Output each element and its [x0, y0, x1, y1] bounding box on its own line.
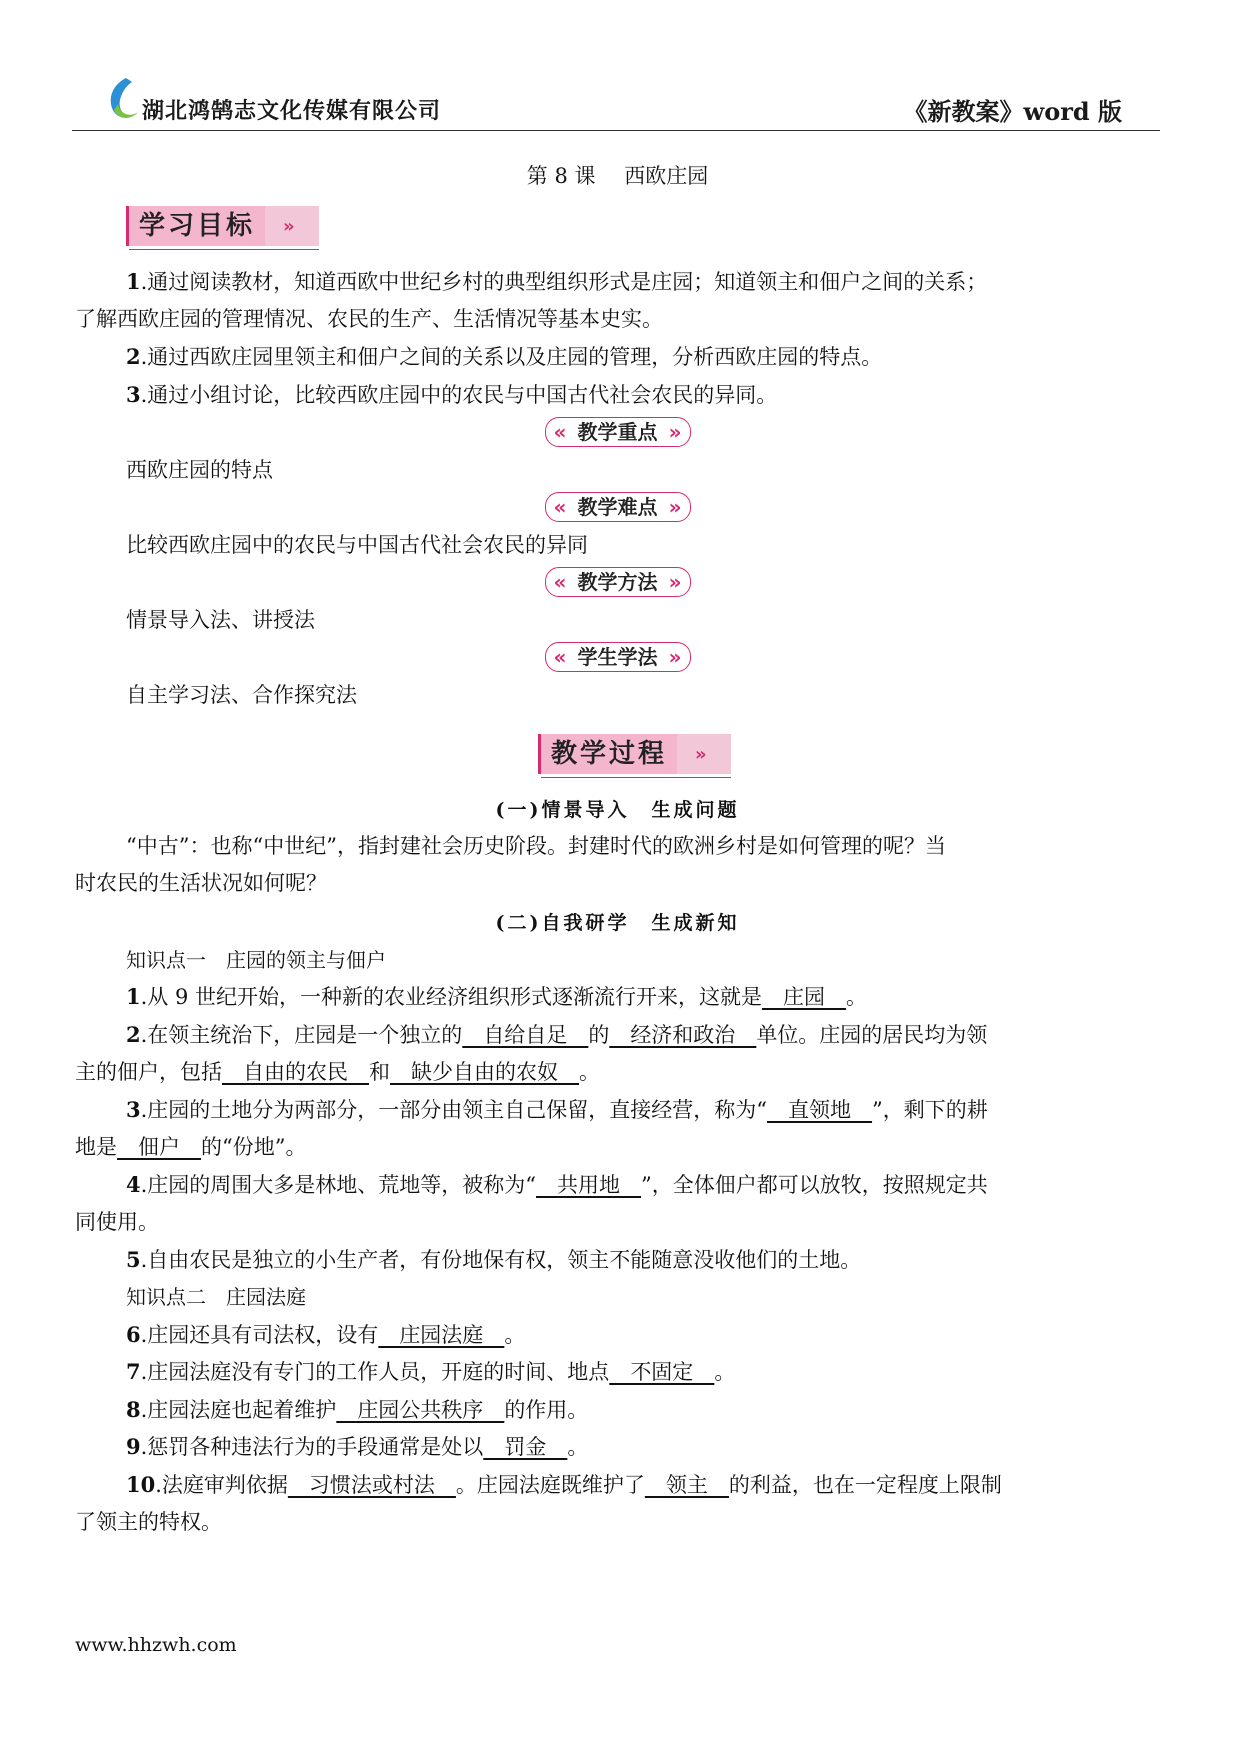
- footer-url: www.hhzwh.com: [75, 1634, 237, 1656]
- study-method-badge: « 学生学法 »: [0, 642, 1235, 674]
- teaching-method-text: 情景导入法、讲授法: [126, 608, 315, 632]
- key-points-text: 西欧庄园的特点: [126, 458, 273, 482]
- answer-blank: __罚金__: [483, 1435, 568, 1459]
- question-3: 3.庄园的土地分为两部分，一部分由领主自己保留，直接经营，称为“__直领地__”，剩下的耕: [126, 1097, 988, 1122]
- question-10: 10.法庭审判依据__习惯法或村法__。庄园法庭既维护了__领主__的利益，也在一定程度上限制: [126, 1472, 1002, 1497]
- difficult-points-text: 比较西欧庄园中的农民与中国古代社会农民的异同: [126, 533, 588, 557]
- goal-item-3: 3.通过小组讨论，比较西欧庄园中的农民与中国古代社会农民的异同。: [126, 382, 778, 407]
- answer-blank: __不固定__: [609, 1360, 715, 1384]
- section-heading-2: (二)自我研学 生成新知: [495, 912, 740, 934]
- study-method-text: 自主学习法、合作探究法: [126, 683, 357, 707]
- product-tag: 《新教案》word 版: [903, 97, 1122, 126]
- goal-item-2: 2.通过西欧庄园里领主和佃户之间的关系以及庄园的管理，分析西欧庄园的特点。: [126, 344, 883, 369]
- intro-paragraph-cont: 时农民的生活状况如何呢？: [75, 871, 327, 895]
- key-points-badge: « 教学重点 »: [0, 417, 1235, 449]
- answer-blank: __直领地__: [767, 1098, 873, 1122]
- company-name: 湖北鸿鹄志文化传媒有限公司: [142, 99, 442, 124]
- lesson-name: 西欧庄园: [624, 164, 709, 188]
- page-header: [72, 68, 1160, 132]
- question-7: 7.庄园法庭没有专门的工作人员，开庭的时间、地点__不固定__。: [126, 1359, 736, 1384]
- question-6: 6.庄园还具有司法权，设有__庄园法庭__。: [126, 1322, 526, 1347]
- question-8: 8.庄园法庭也起着维护__庄园公共秩序__的作用。: [126, 1397, 589, 1422]
- answer-blank: __经济和政治__: [609, 1023, 757, 1047]
- difficult-points-badge: « 教学难点 »: [0, 492, 1235, 524]
- question-2-cont: 主的佃户，包括__自由的农民__和__缺少自由的农奴__。: [75, 1060, 600, 1084]
- answer-blank: __庄园__: [762, 985, 847, 1009]
- answer-blank: __自给自足__: [462, 1023, 589, 1047]
- answer-blank: __庄园公共秩序__: [336, 1398, 505, 1422]
- answer-blank: __共用地__: [536, 1173, 642, 1197]
- answer-blank: __庄园法庭__: [378, 1323, 505, 1347]
- goals-badge: [126, 206, 319, 246]
- answer-blank: __佃户__: [117, 1135, 201, 1159]
- section-heading-1: (一)情景导入 生成问题: [495, 799, 740, 821]
- lesson-number: 第 8 课: [526, 164, 596, 188]
- question-1: 1.从 9 世纪开始，一种新的农业经济组织形式逐渐流行开来，这就是__庄园__。: [126, 984, 868, 1009]
- answer-blank: __缺少自由的农奴__: [390, 1060, 579, 1084]
- goal-item-1: 1.通过阅读教材，知道西欧中世纪乡村的典型组织形式是庄园；知道领主和佃户之间的关系；: [126, 269, 988, 294]
- knowledge-point-2-title: 知识点二 庄园法庭: [126, 1285, 306, 1309]
- question-5: 5.自由农民是独立的小生产者，有份地保有权，领主不能随意没收他们的土地。: [126, 1247, 862, 1272]
- wave-logo-icon: [96, 74, 146, 126]
- answer-blank: __自由的农民__: [222, 1060, 369, 1084]
- teaching-method-badge: « 教学方法 »: [0, 567, 1235, 599]
- question-3-cont: 地是__佃户__的“份地”。: [75, 1135, 307, 1159]
- process-badge-label: 教学过程: [541, 734, 677, 774]
- answer-blank: __领主__: [644, 1473, 729, 1497]
- intro-paragraph: “中古”：也称“中世纪”，指封建社会历史阶段。封建时代的欧洲乡村是如何管理的呢？当: [126, 834, 946, 858]
- knowledge-point-1-title: 知识点一 庄园的领主与佃户: [126, 948, 386, 972]
- process-badge: [538, 734, 731, 774]
- answer-blank: __习惯法或村法__: [287, 1473, 456, 1497]
- double-arrow-icon: »: [283, 215, 295, 237]
- question-9: 9.惩罚各种违法行为的手段通常是处以__罚金__。: [126, 1434, 589, 1459]
- header-divider: [72, 130, 1160, 131]
- question-10-cont: 了领主的特权。: [75, 1510, 222, 1534]
- question-2: 2.在领主统治下，庄园是一个独立的__自给自足__的__经济和政治__单位。庄园的居民均为领: [126, 1022, 988, 1047]
- lesson-title: [0, 160, 1235, 190]
- double-arrow-icon: »: [695, 743, 707, 765]
- goals-badge-label: 学习目标: [129, 206, 265, 246]
- question-4-cont: 同使用。: [75, 1210, 159, 1234]
- goal-item-1-cont: 了解西欧庄园的管理情况、农民的生产、生活情况等基本史实。: [75, 307, 663, 331]
- question-4: 4.庄园的周围大多是林地、荒地等，被称为“__共用地__”，全体佃户都可以放牧，按照规定共: [126, 1172, 988, 1197]
